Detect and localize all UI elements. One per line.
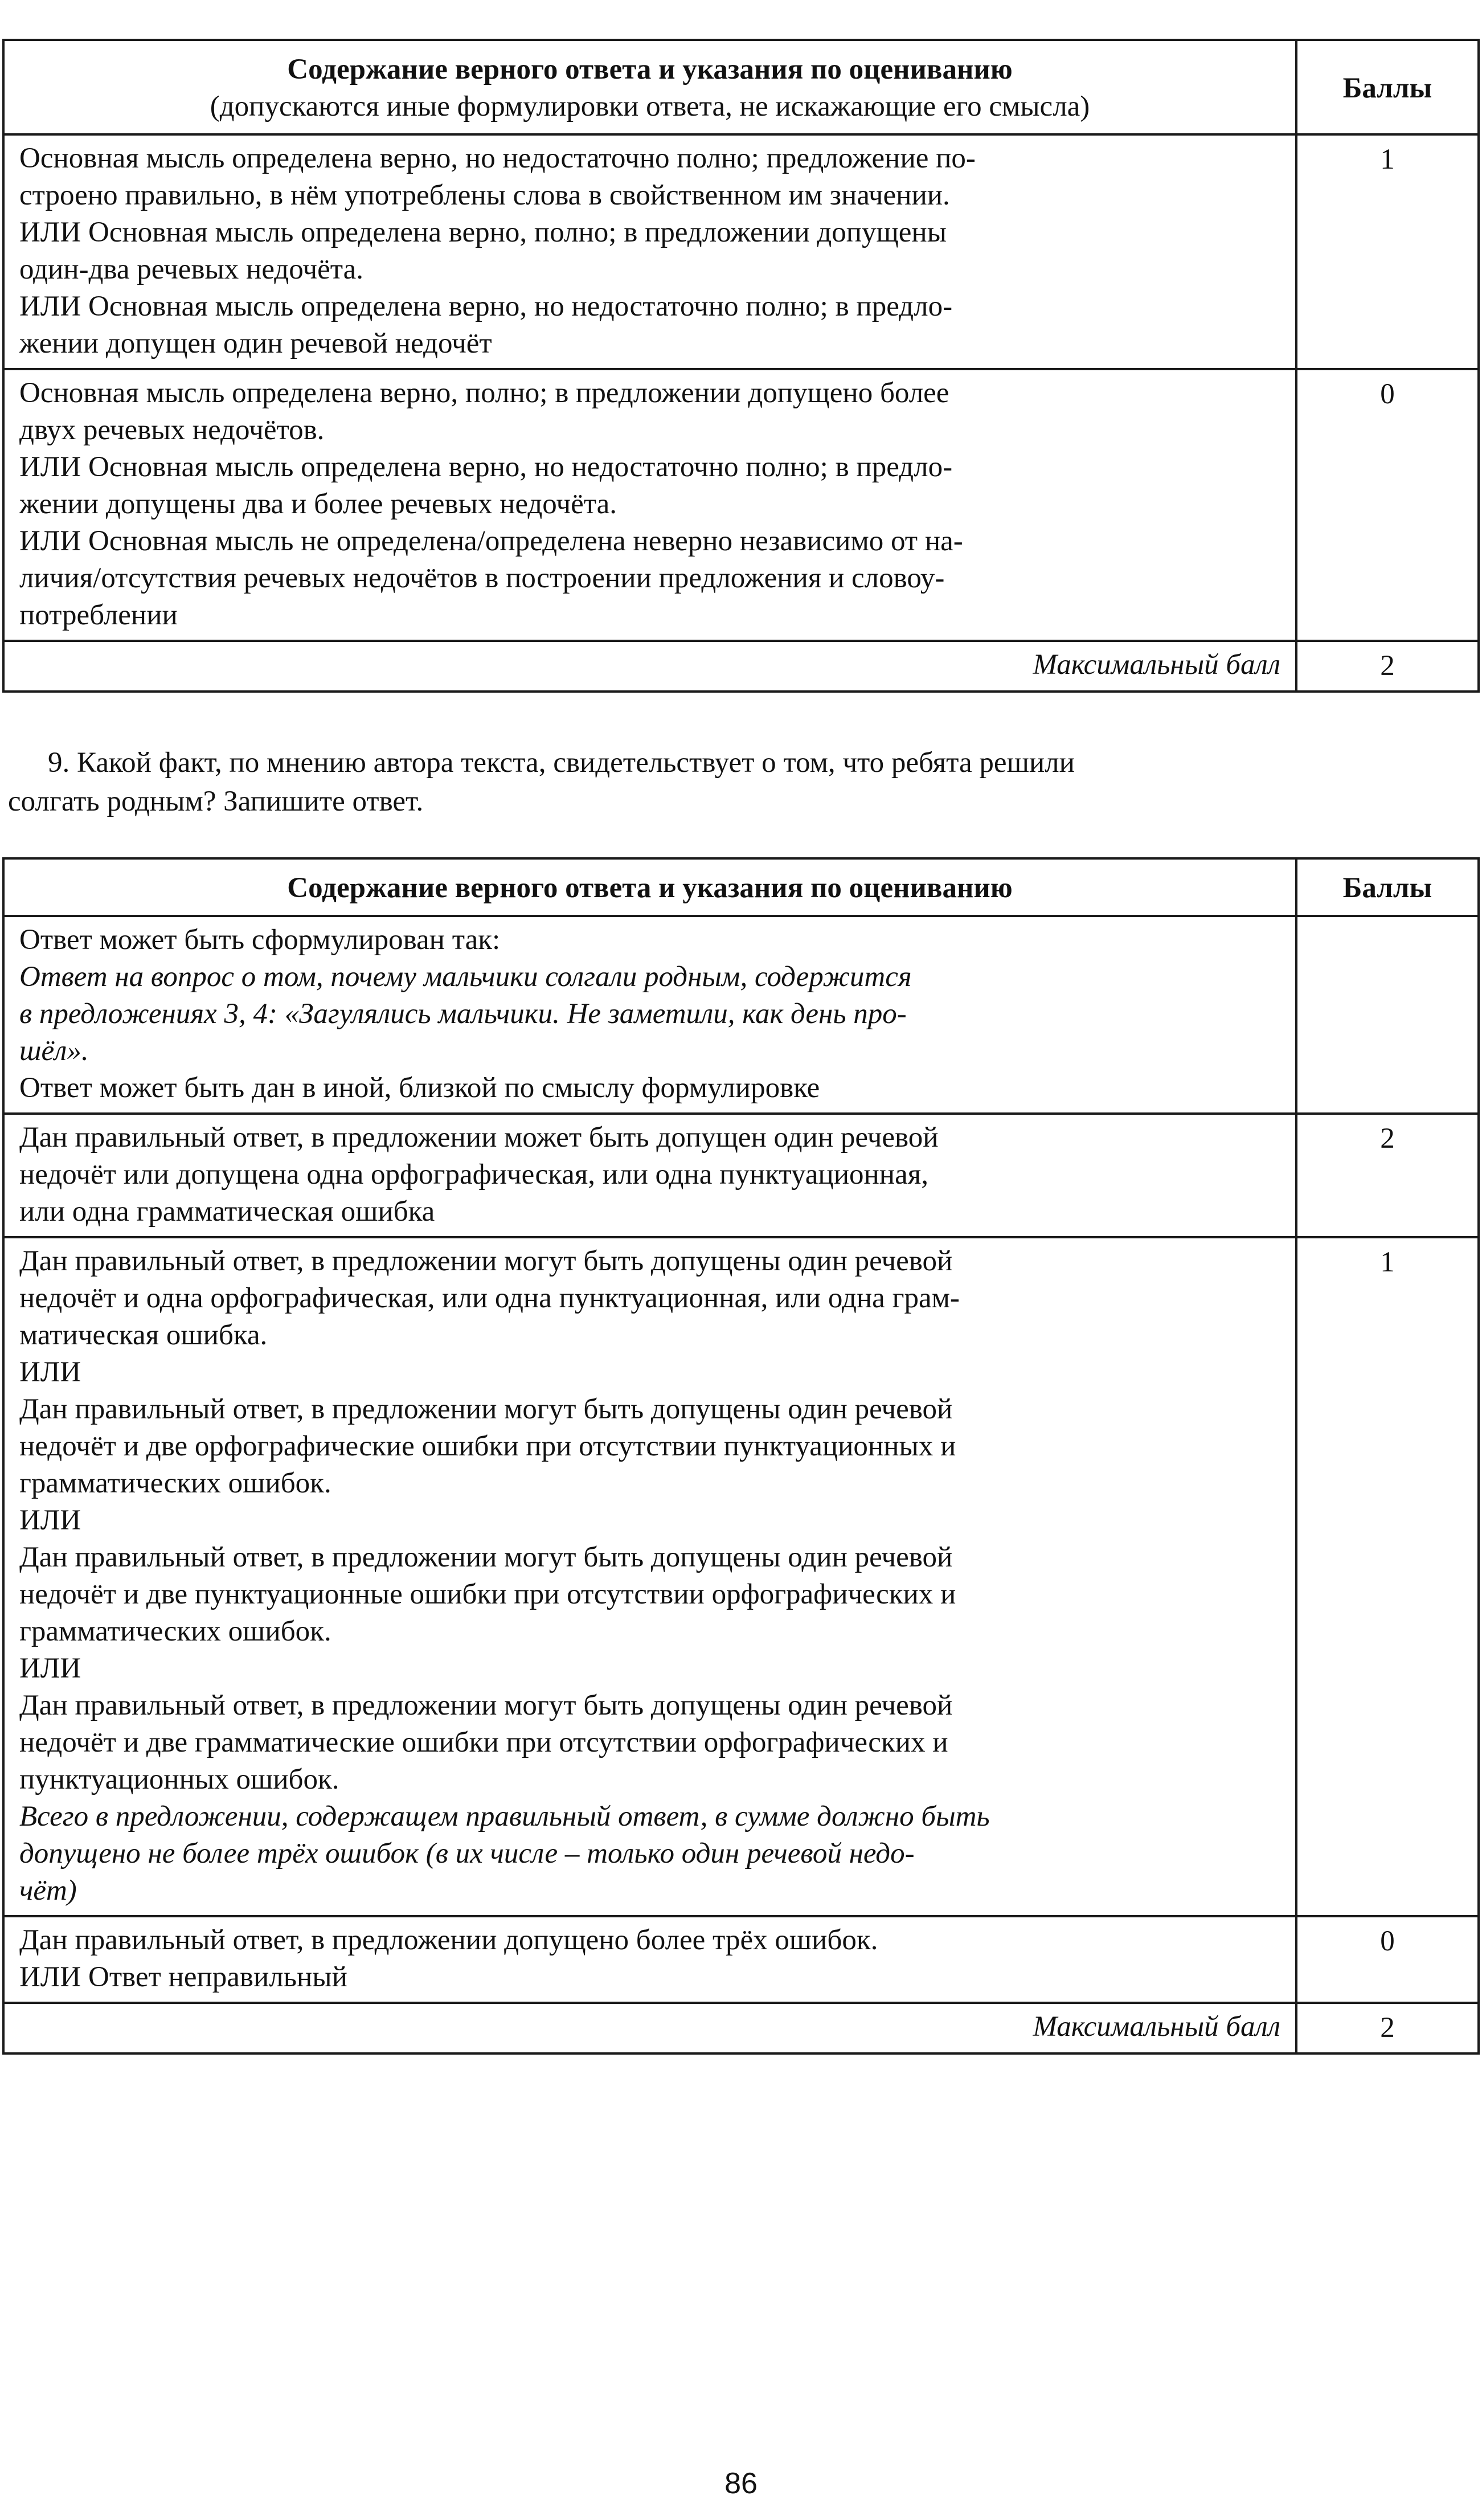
criteria-cell <box>3 369 1296 641</box>
score-cell: 0 <box>1296 1916 1479 2003</box>
score-cell: 2 <box>1296 1114 1479 1237</box>
criteria-line: Основная мысль определена верно, полно; в предложении допущено более <box>19 377 949 409</box>
score-cell-empty <box>1296 916 1479 1114</box>
criteria-cell <box>3 1916 1296 2003</box>
answer-intro: Ответ может быть сформулирован так: <box>19 924 501 956</box>
max-score-row <box>3 641 1479 692</box>
criteria-line: Дан правильный ответ, в предложении может быть допущен один речевой <box>19 1122 939 1153</box>
criteria-note-line: Всего в предложении, содержащем правильный ответ, в сумме должно быть <box>19 1801 990 1832</box>
answer-text-line: в предложениях 3, 4: «Загулялись мальчики. Не заметили, как день про- <box>19 998 907 1030</box>
score-cell: 1 <box>1296 1237 1479 1916</box>
header-content-note: (допускаются иные формулировки ответа, не искажающие его смысла) <box>210 91 1090 122</box>
table-row <box>3 1114 1479 1237</box>
criteria-line: двух речевых недочётов. <box>19 414 325 446</box>
criteria-line: потреблении <box>19 599 178 631</box>
header-content-cell: Содержание верного ответа и указания по оцениванию <box>3 858 1296 916</box>
criteria-note-line: чёт) <box>19 1875 77 1907</box>
table-header-row <box>3 858 1479 916</box>
criteria-line: ИЛИ Ответ неправильный <box>19 1961 347 1993</box>
criteria-line: строено правильно, в нём употреблены слова в свойственном им значении. <box>19 179 950 211</box>
header-score-cell: Баллы <box>1296 858 1479 916</box>
criteria-line: Дан правильный ответ, в предложении допущено более трёх ошибок. <box>19 1924 878 1956</box>
answer-text-line: Ответ на вопрос о том, почему мальчики солгали родным, содержится <box>19 961 912 993</box>
criteria-line: ИЛИ Основная мысль определена верно, полно; в предложении допущены <box>19 216 947 248</box>
criteria-line: ИЛИ Основная мысль определена верно, но недостаточно полно; в предло- <box>19 451 953 483</box>
criteria-line: ИЛИ Основная мысль определена верно, но недостаточно полно; в предло- <box>19 291 953 322</box>
criteria-line: недочёт или допущена одна орфографическая, или одна пунктуационная, <box>19 1159 928 1191</box>
answer-text-line: шёл». <box>19 1035 89 1067</box>
criteria-line: или одна грамматическая ошибка <box>19 1196 435 1228</box>
criteria-line: жении допущены два и более речевых недочёта. <box>19 488 617 520</box>
max-score-label: Максимальный балл <box>3 2003 1296 2053</box>
criteria-line: матическая ошибка. <box>19 1319 268 1351</box>
criteria-line: Основная мысль определена верно, но недостаточно полно; предложение по- <box>19 142 976 174</box>
answer-cell <box>3 916 1296 1114</box>
grading-table-task-9 <box>2 857 1480 2055</box>
criteria-line: грамматических ошибок. <box>19 1615 331 1647</box>
criteria-line: личия/отсутствия речевых недочётов в построении предложения и словоу- <box>19 562 945 594</box>
criteria-line: ИЛИ <box>19 1504 81 1536</box>
header-score-cell: Баллы <box>1296 40 1479 134</box>
criteria-cell <box>3 1114 1296 1237</box>
criteria-line: недочёт и две грамматические ошибки при отсутствии орфографических и <box>19 1727 948 1758</box>
score-cell: 1 <box>1296 134 1479 369</box>
criteria-line: Дан правильный ответ, в предложении могут быть допущены один речевой <box>19 1245 953 1277</box>
max-score-value: 2 <box>1296 2003 1479 2053</box>
header-content-title: Содержание верного ответа и указания по оцениванию <box>287 54 1013 85</box>
max-score-value: 2 <box>1296 641 1479 692</box>
answer-outro: Ответ может быть дан в иной, близкой по смыслу формулировке <box>19 1072 820 1104</box>
grading-table-task-8 <box>2 39 1480 693</box>
table-row <box>3 134 1479 369</box>
criteria-line: Дан правильный ответ, в предложении могут быть допущены один речевой <box>19 1689 953 1721</box>
criteria-cell <box>3 134 1296 369</box>
criteria-line: Дан правильный ответ, в предложении могут быть допущены один речевой <box>19 1393 953 1425</box>
answer-row <box>3 916 1479 1114</box>
question-line: солгать родным? Запишите ответ. <box>8 786 424 817</box>
criteria-line: ИЛИ <box>19 1356 81 1388</box>
criteria-line: пунктуационных ошибок. <box>19 1764 339 1795</box>
table-row <box>3 1916 1479 2003</box>
criteria-line: ИЛИ Основная мысль не определена/определена неверно независимо от на- <box>19 525 963 557</box>
criteria-line: недочёт и две пунктуационные ошибки при отсутствии орфографических и <box>19 1578 956 1610</box>
table-header-row <box>3 40 1479 134</box>
criteria-line: недочёт и две орфографические ошибки при отсутствии пунктуационных и <box>19 1430 956 1462</box>
header-content-cell <box>3 40 1296 134</box>
max-score-label: Максимальный балл <box>3 641 1296 692</box>
criteria-line: один-два речевых недочёта. <box>19 253 364 285</box>
criteria-line: грамматических ошибок. <box>19 1467 331 1499</box>
criteria-line: жении допущен один речевой недочёт <box>19 328 492 359</box>
question-9 <box>8 743 1472 821</box>
page-number: 86 <box>724 2467 758 2500</box>
criteria-line: недочёт и одна орфографическая, или одна пунктуационная, или одна грам- <box>19 1282 960 1314</box>
max-score-row <box>3 2003 1479 2053</box>
criteria-note-line: допущено не более трёх ошибок (в их числе – только один речевой недо- <box>19 1838 915 1869</box>
table-row <box>3 369 1479 641</box>
score-cell: 0 <box>1296 369 1479 641</box>
criteria-line: ИЛИ <box>19 1652 81 1684</box>
criteria-line: Дан правильный ответ, в предложении могут быть допущены один речевой <box>19 1541 953 1573</box>
question-line: 9. Какой факт, по мнению автора текста, свидетельствует о том, что ребята решили <box>48 747 1075 779</box>
table-row <box>3 1237 1479 1916</box>
criteria-cell <box>3 1237 1296 1916</box>
